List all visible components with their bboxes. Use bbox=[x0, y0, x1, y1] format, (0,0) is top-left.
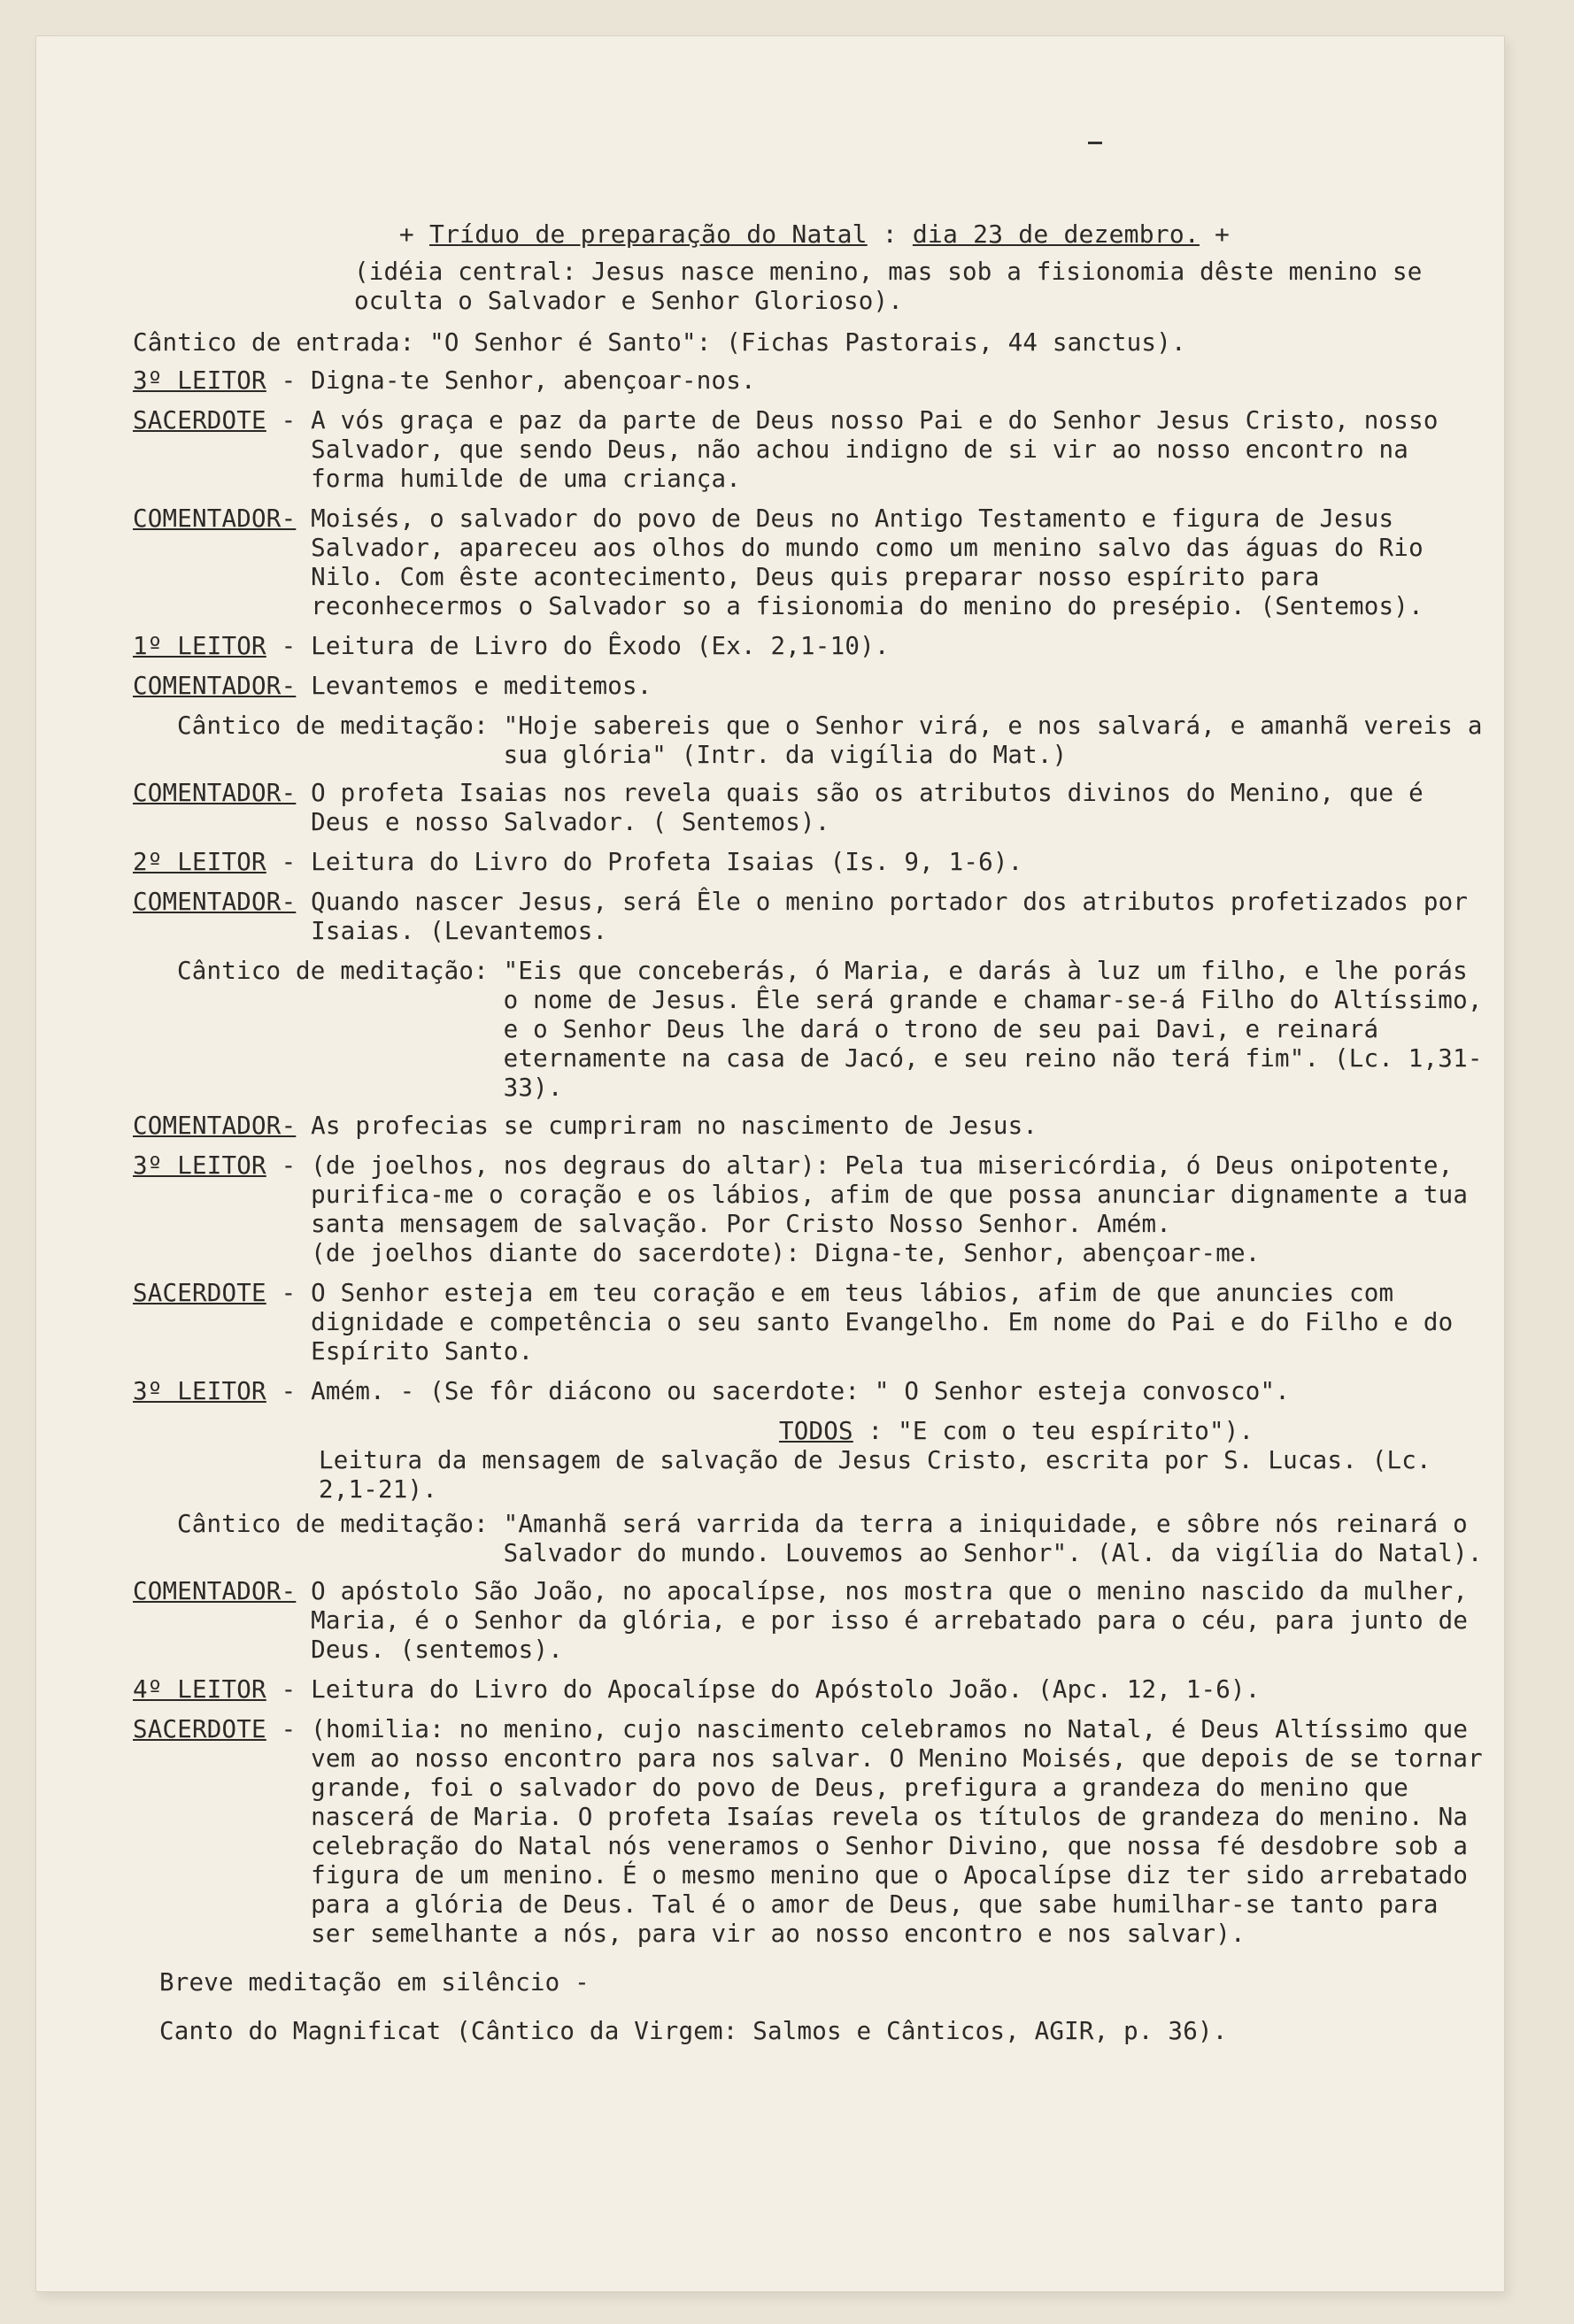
magnificat-line: Canto do Magnificat (Cântico da Virgem: Salmos e Cânticos, AGIR, p. 36). bbox=[159, 2017, 1228, 2045]
speaker-name: SACERDOTE bbox=[133, 406, 266, 435]
speaker-role bbox=[133, 1112, 311, 1141]
hymn-label: Cântico de meditação: bbox=[177, 1510, 504, 1538]
title-main: Tríduo de preparação do Natal bbox=[429, 219, 868, 249]
meditation-hymn-1 bbox=[177, 712, 1496, 770]
central-idea: (idéia central: Jesus nasce menino, mas sob a fisionomia dêste menino se oculta o Salvador e Senhor Glorioso). bbox=[354, 258, 1423, 315]
speaker-role bbox=[133, 779, 311, 837]
speaker-separator bbox=[296, 1112, 311, 1140]
speaker-text: Moisés, o salvador do povo de Deus no Antigo Testamento e figura de Jesus Salvador, apareceu aos olhos do mundo como um menino salvo das águas do Rio Nilo. Com êste acontecimento, Deus quis preparar nosso espírito para reconhecermos o Salvador so a fisionomia do menino do presépio. (Sentemos). bbox=[311, 504, 1439, 620]
speaker-role bbox=[133, 406, 311, 494]
speaker-name: COMENTADOR- bbox=[133, 504, 297, 533]
document-page bbox=[35, 35, 1505, 2292]
speaker-separator bbox=[296, 888, 311, 916]
title-plus-left: + bbox=[398, 219, 414, 249]
speaker-text: Digna-te Senhor, abençoar-nos. bbox=[311, 366, 756, 395]
page-title bbox=[133, 219, 1496, 249]
speaker-name: COMENTADOR- bbox=[133, 1577, 297, 1605]
dialogue-entry bbox=[133, 366, 1496, 396]
speaker-separator bbox=[296, 672, 311, 700]
speaker-name: 1º LEITOR bbox=[133, 632, 266, 660]
speaker-role bbox=[133, 366, 311, 396]
todos-label: TODOS bbox=[779, 1417, 853, 1445]
dialogue-entry bbox=[133, 504, 1496, 621]
speaker-text: O profeta Isaias nos revela quais são os atributos divinos do Menino, que é Deus e nosso Salvador. ( Sentemos). bbox=[311, 779, 1439, 836]
title-separator: : bbox=[882, 219, 898, 249]
speaker-separator: - bbox=[266, 1377, 312, 1405]
speaker-name: COMENTADOR- bbox=[133, 1112, 297, 1140]
speaker-role bbox=[133, 1279, 311, 1366]
speaker-separator: - bbox=[266, 406, 312, 435]
hymn-text: "Amanhã será varrida da terra a iniquidade, e sôbre nós reinará o Salvador do mundo. Louvemos ao Senhor". (Al. da vigília do Natal). bbox=[503, 1510, 1483, 1567]
todos-text: : "E com o teu espírito"). bbox=[853, 1417, 1254, 1445]
speaker-text: Leitura do Livro do Profeta Isaias (Is. 9, 1-6). bbox=[311, 848, 1023, 876]
speaker-name: COMENTADOR- bbox=[133, 779, 297, 807]
dialogue-entry bbox=[133, 848, 1496, 877]
dialogue-entry bbox=[133, 672, 1496, 701]
speaker-role bbox=[133, 1151, 311, 1268]
dialogue-entry bbox=[133, 1151, 1496, 1268]
dialogue-entry bbox=[133, 632, 1496, 661]
dialogue-entry bbox=[133, 406, 1496, 494]
speaker-name: COMENTADOR- bbox=[133, 888, 297, 916]
todos-response bbox=[779, 1417, 1496, 1446]
dialogue-entry bbox=[133, 888, 1496, 946]
silent-meditation: Breve meditação em silêncio - bbox=[159, 1968, 590, 1997]
speaker-text: Quando nascer Jesus, será Êle o menino portador dos atributos profetizados por Isaias. (Levantemos. bbox=[311, 888, 1483, 945]
speaker-text: Levantemos e meditemos. bbox=[311, 672, 652, 700]
speaker-name: 4º LEITOR bbox=[133, 1675, 266, 1704]
dialogue-entry bbox=[133, 779, 1496, 837]
dialogue-entry bbox=[133, 1279, 1496, 1366]
hymn-label: Cântico de meditação: bbox=[177, 712, 504, 740]
speaker-text: Amém. - (Se fôr diácono ou sacerdote: " O Senhor esteja convosco". bbox=[311, 1377, 1291, 1405]
speaker-role bbox=[133, 848, 311, 877]
dialogue-entry bbox=[133, 1675, 1496, 1705]
speaker-text: (homilia: no menino, cujo nascimento celebramos no Natal, é Deus Altíssimo que vem ao nosso encontro para nos salvar. O Menino Moisés, que depois de se tornar grande, foi o salvador do povo de Deus, prefigura a grandeza do menino que nascerá de Maria. O profeta Isaías revela os títulos de grandeza do menino. Na celebração do Natal nós veneramos o Senhor Divino, que nossa fé desdobre sob a figura de um menino. É o mesmo menino que o Apocalípse diz ter sido arrebatado para a glória de Deus. Tal é o amor de Deus, que sabe humilhar-se tanto para ser semelhante a nós, para vir ao nosso encontro e nos salvar). bbox=[311, 1715, 1498, 1948]
dialogue-entry bbox=[133, 1577, 1496, 1665]
speaker-role bbox=[133, 888, 311, 946]
speaker-role bbox=[133, 1715, 311, 1949]
speaker-name: 3º LEITOR bbox=[133, 366, 266, 395]
speaker-role bbox=[133, 1577, 311, 1665]
dialogue-entry bbox=[133, 1715, 1496, 1949]
meditation-hymn-3 bbox=[177, 1510, 1496, 1568]
speaker-separator: - bbox=[266, 1715, 312, 1743]
hymn-text: "Hoje sabereis que o Senhor virá, e nos salvará, e amanhã vereis a sua glória" (Intr. da vigília do Mat.) bbox=[503, 712, 1498, 769]
speaker-separator: - bbox=[266, 632, 312, 660]
speaker-name: 3º LEITOR bbox=[133, 1377, 266, 1405]
speaker-text: O Senhor esteja em teu coração e em teus lábios, afim de que anuncies com dignidade e competência o seu santo Evangelho. Em nome do Pai e do Filho e do Espírito Santo. bbox=[311, 1279, 1469, 1366]
speaker-name: SACERDOTE bbox=[133, 1715, 266, 1743]
speaker-role bbox=[133, 1377, 311, 1406]
speaker-role bbox=[133, 672, 311, 701]
hymn-label: Cântico de meditação: bbox=[177, 957, 504, 985]
speaker-separator bbox=[296, 779, 311, 807]
speaker-separator bbox=[296, 1577, 311, 1605]
speaker-name: 2º LEITOR bbox=[133, 848, 266, 876]
speaker-text: Leitura do Livro do Apocalípse do Apóstolo João. (Apc. 12, 1-6). bbox=[311, 1675, 1261, 1704]
meditation-hymn-2 bbox=[177, 957, 1496, 1103]
speaker-text: A vós graça e paz da parte de Deus nosso Pai e do Senhor Jesus Cristo, nosso Salvador, que sendo Deus, não achou indigno de si vir ao nosso encontro na forma humilde de uma criança. bbox=[311, 406, 1454, 493]
hymn-text: "Eis que conceberás, ó Maria, e darás à luz um filho, e lhe porás o nome de Jesus. Êle será grande e chamar-se-á Filho do Altíssimo, e o Senhor Deus lhe dará o trono de seu pai Davi, e reinará eternamente na casa de Jacó, e seu reino não terá fim". (Lc. 1,31-33). bbox=[503, 957, 1498, 1102]
speaker-separator: - bbox=[266, 1279, 312, 1307]
speaker-name: 3º LEITOR bbox=[133, 1151, 266, 1180]
title-plus-right: + bbox=[1215, 219, 1231, 249]
document-body bbox=[133, 195, 1496, 2059]
speaker-separator: - bbox=[266, 848, 312, 876]
dialogue-entry bbox=[133, 1377, 1496, 1406]
title-date: dia 23 de dezembro. bbox=[912, 219, 1200, 249]
speaker-role bbox=[133, 1675, 311, 1705]
speaker-role bbox=[133, 504, 311, 621]
speaker-separator: - bbox=[266, 1151, 312, 1180]
speaker-role bbox=[133, 632, 311, 661]
gospel-reading: Leitura da mensagem de salvação de Jesus Cristo, escrita por S. Lucas. (Lc. 2,1-21). bbox=[319, 1446, 1431, 1504]
speaker-name: SACERDOTE bbox=[133, 1279, 266, 1307]
speaker-text: Leitura de Livro do Êxodo (Ex. 2,1-10). bbox=[311, 632, 890, 660]
dialogue-entry bbox=[133, 1112, 1496, 1141]
speaker-separator: - bbox=[266, 1675, 312, 1704]
speaker-separator bbox=[296, 504, 311, 533]
speaker-name: COMENTADOR- bbox=[133, 672, 297, 700]
stray-mark bbox=[1088, 142, 1102, 144]
speaker-text: As profecias se cumpriram no nascimento de Jesus. bbox=[311, 1112, 1038, 1140]
speaker-text: (de joelhos, nos degraus do altar): Pela tua misericórdia, ó Deus onipotente, purifica-me o coração e os lábios, afim de que possa anunciar dignamente a tua santa mensagem de salvação. Por Cristo Nosso Senhor. Amém. (de joelhos diante do sacerdote): Digna-te, Senhor, abençoar-me. bbox=[311, 1151, 1469, 1267]
speaker-separator: - bbox=[266, 366, 312, 395]
speaker-text: O apóstolo São João, no apocalípse, nos mostra que o menino nascido da mulher, Maria, é o Senhor da glória, e por isso é arrebatado para o céu, para junto de Deus. (sentemos). bbox=[311, 1577, 1483, 1664]
entrance-hymn: Cântico de entrada: "O Senhor é Santo": (Fichas Pastorais, 44 sanctus). bbox=[133, 328, 1186, 357]
